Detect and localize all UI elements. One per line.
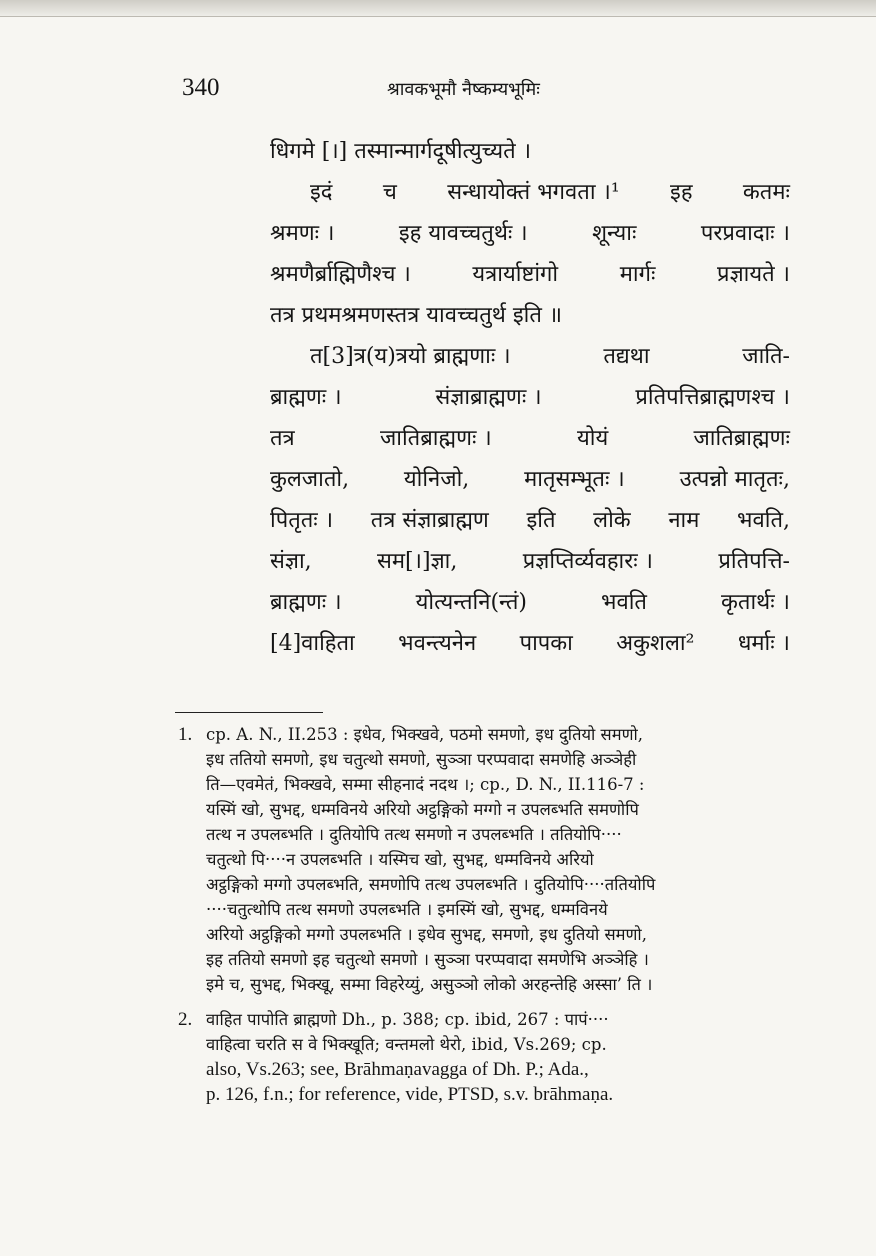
text-segment: धर्माः । bbox=[737, 631, 790, 656]
footnote-number: 1. bbox=[178, 724, 193, 745]
footnote-line: इमे च, सुभद्द, भिक्खू, सम्मा विहरेय्युं, असुञ्ञो लोको अरहन्तेहि अस्सा’ ति । bbox=[206, 975, 653, 994]
text-segment: धिगमे [।] तस्मान्मार्गदूषीत्युच्यते । bbox=[270, 139, 532, 164]
text-segment: तत्र संज्ञाब्राह्मण bbox=[370, 508, 489, 533]
text-segment: कतमः bbox=[742, 180, 790, 205]
footnote-2 bbox=[178, 1007, 782, 1107]
footnotes bbox=[178, 722, 782, 1107]
page-number: 340 bbox=[182, 74, 220, 101]
text-segment: इह यावच्चतुर्थः । bbox=[398, 221, 528, 246]
footnote-line: also, Vs.263; see, Brāhmaṇavagga of Dh. P.; Ada., bbox=[206, 1059, 589, 1080]
footnote-line: वाहित्वा चरति स वे भिक्खूति; वन्तमलो थेरो, ibid, Vs.269; cp. bbox=[206, 1035, 607, 1054]
text-segment: कुलजातो, bbox=[270, 467, 350, 492]
text-line bbox=[270, 504, 790, 545]
text-segment: श्रमणैर्ब्राह्मिणैश्च । bbox=[270, 262, 411, 287]
footnote-line: अरियो अट्ठङ्गिको मग्गो उपलब्भति । इधेव सुभद्द, समणो, इध दुतियो समणो, bbox=[206, 925, 647, 944]
footnote-rule bbox=[175, 712, 323, 713]
text-segment: तत्र bbox=[270, 426, 295, 451]
text-line bbox=[270, 176, 790, 217]
text-segment: लोके bbox=[593, 508, 631, 533]
text-line bbox=[270, 627, 790, 668]
text-segment: पितृतः । bbox=[270, 508, 334, 533]
text-line bbox=[270, 340, 790, 381]
main-text-block bbox=[270, 135, 790, 668]
text-segment: च bbox=[382, 180, 397, 205]
text-line bbox=[270, 463, 790, 504]
text-segment: श्रमणः । bbox=[270, 221, 335, 246]
text-segment: तद्यथा bbox=[603, 344, 650, 369]
text-segment: प्रतिपत्तिब्राह्मणश्च । bbox=[635, 385, 790, 410]
text-segment: भवन्त्यनेन bbox=[398, 631, 477, 656]
text-segment: योनिजो, bbox=[403, 467, 470, 492]
text-segment: कृतार्थः । bbox=[721, 590, 790, 615]
text-segment: सम[।]ज्ञा, bbox=[377, 549, 458, 574]
running-head bbox=[182, 74, 782, 110]
text-segment: परप्रवादाः । bbox=[700, 221, 790, 246]
text-segment: जातिब्राह्मणः । bbox=[379, 426, 492, 451]
footnote-line: तत्थ न उपलब्भति । दुतियोपि तत्थ समणो न उपलब्भति । ततियोपि···· bbox=[206, 825, 622, 844]
text-segment: मार्गः bbox=[619, 262, 656, 287]
text-segment: प्रज्ञप्तिर्व्यवहारः । bbox=[522, 549, 654, 574]
text-line bbox=[270, 217, 790, 258]
text-segment: तत्र प्रथमश्रमणस्तत्र यावच्चतुर्थ इति ॥ bbox=[270, 303, 563, 328]
text-segment: प्रतिपत्ति- bbox=[718, 549, 790, 574]
text-segment: सन्धायोक्तं भगवता ।¹ bbox=[447, 180, 620, 205]
footnote-line: वाहित पापोति ब्राह्मणो Dh., p. 388; cp. ibid, 267 : पापं···· bbox=[206, 1010, 609, 1029]
text-segment: इति bbox=[526, 508, 556, 533]
text-line bbox=[270, 381, 790, 422]
text-segment: ब्राह्मणः । bbox=[270, 590, 342, 615]
footnote-line: चतुत्थो पि····न उपलब्भति । यस्मिच खो, सुभद्द, धम्मविनये अरियो bbox=[206, 850, 594, 869]
footnote-number: 2. bbox=[178, 1009, 193, 1030]
text-segment: प्रज्ञायते । bbox=[717, 262, 790, 287]
text-segment: योत्यन्तनि(न्तं) bbox=[415, 590, 527, 615]
footnote-line: ति—एवमेतं, भिक्खवे, सम्मा सीहनादं नदथ ।; cp., D. N., II.116-7 : bbox=[206, 775, 645, 794]
running-title: श्रावकभूमौ नैष्कम्यभूमिः bbox=[387, 79, 540, 100]
text-segment: भवति, bbox=[737, 508, 790, 533]
text-segment: योयं bbox=[577, 426, 609, 451]
text-segment: शून्याः bbox=[592, 221, 637, 246]
footnote-line: p. 126, f.n.; for reference, vide, PTSD, s.v. brāhmaṇa. bbox=[206, 1084, 614, 1105]
scan-edge bbox=[0, 0, 876, 17]
footnote-line: इध ततियो समणो, इध चतुत्थो समणो, सुञ्ञा परप्पवादा समणेहि अञ्ञेही bbox=[206, 750, 637, 769]
text-line bbox=[270, 258, 790, 299]
text-segment: संज्ञाब्राह्मणः । bbox=[435, 385, 542, 410]
footnote-line: इह ततियो समणो इह चतुत्थो समणो । सुञ्ञा परप्पवादा समणेभि अञ्ञेहि । bbox=[206, 950, 649, 969]
text-segment: जाति- bbox=[742, 344, 790, 369]
text-segment: इह bbox=[670, 180, 693, 205]
text-segment: ब्राह्मणः । bbox=[270, 385, 342, 410]
text-segment: मातृसम्भूतः । bbox=[524, 467, 625, 492]
text-line bbox=[270, 135, 790, 176]
text-line bbox=[270, 422, 790, 463]
footnote-body bbox=[206, 722, 782, 997]
text-segment: यत्रार्याष्टांगो bbox=[472, 262, 559, 287]
text-line bbox=[270, 545, 790, 586]
footnote-line: cp. A. N., II.253 : इधेव, भिक्खवे, पठमो समणो, इध दुतियो समणो, bbox=[206, 725, 644, 744]
footnote-line: ····चतुत्थोपि तत्थ समणो उपलब्भति । इमस्मिं खो, सुभद्द, धम्मविनये bbox=[206, 900, 608, 919]
text-segment: [4]वाहिता bbox=[270, 631, 355, 656]
text-segment: उत्पन्नो मातृतः, bbox=[679, 467, 790, 492]
text-line bbox=[270, 586, 790, 627]
footnote-body bbox=[206, 1007, 782, 1107]
text-line bbox=[270, 299, 790, 340]
text-segment: नाम bbox=[668, 508, 700, 533]
text-segment: त[3]त्र(य)त्रयो ब्राह्मणाः । bbox=[310, 344, 511, 369]
footnote-line: अट्ठङ्गिको मग्गो उपलब्भति, समणोपि तत्थ उपलब्भति । दुतियोपि····ततियोपि bbox=[206, 875, 656, 894]
text-segment: भवति bbox=[601, 590, 647, 615]
footnote-line: यस्मिं खो, सुभद्द, धम्मविनये अरियो अट्ठङ्गिको मग्गो न उपलब्भति समणोपि bbox=[206, 800, 639, 819]
text-segment: पापका bbox=[519, 631, 573, 656]
text-segment: अकुशला² bbox=[616, 631, 695, 656]
text-segment: संज्ञा, bbox=[270, 549, 312, 574]
footnote-1 bbox=[178, 722, 782, 997]
text-segment: इदं bbox=[310, 180, 333, 205]
text-segment: जातिब्राह्मणः bbox=[693, 426, 790, 451]
